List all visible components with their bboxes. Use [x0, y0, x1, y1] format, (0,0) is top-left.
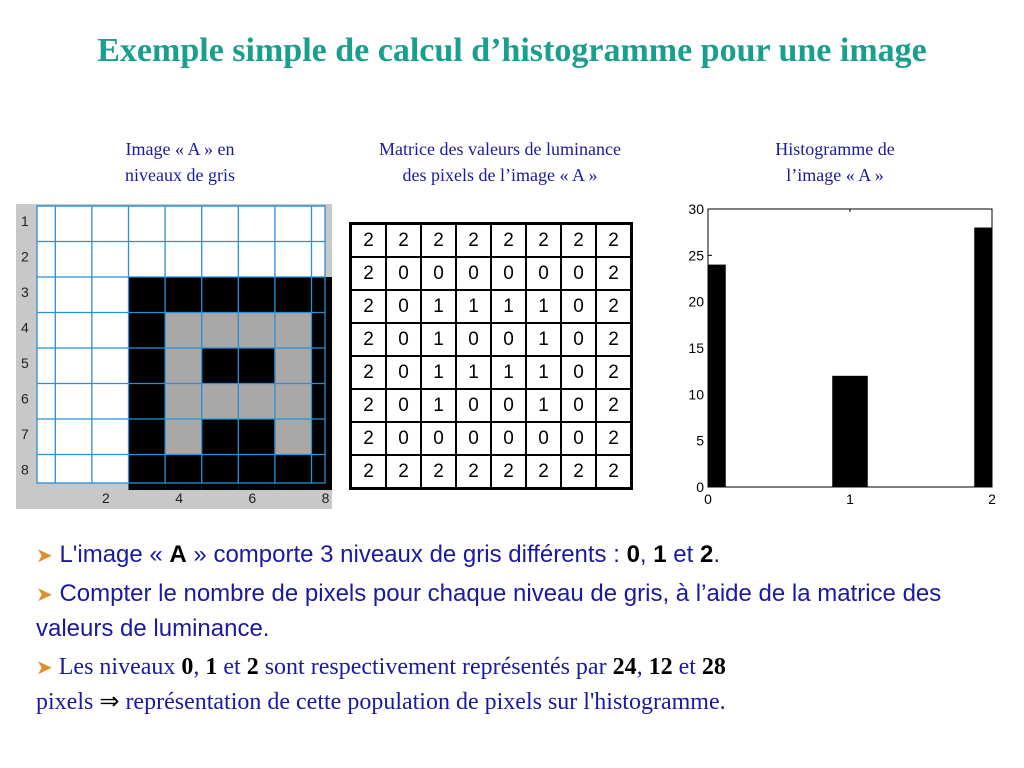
matrix-cell: 0 — [561, 323, 596, 356]
matrix-cell: 1 — [526, 389, 561, 422]
caption-histogram — [730, 136, 940, 188]
y-tick-label: 20 — [688, 293, 704, 310]
matrix-cell: 2 — [351, 455, 387, 489]
bullet-3-text-mid: sont respectivement représentés par — [258, 654, 613, 680]
caption-matrix-line2: des pixels de l’image « A » — [402, 165, 598, 185]
bullet-3-sep: et — [672, 654, 702, 680]
matrix-cell: 0 — [386, 356, 421, 389]
x-tick-label: 6 — [248, 490, 257, 506]
bullet-3-line2: pixels — [36, 689, 100, 715]
matrix-cell: 0 — [386, 422, 421, 455]
matrix-row — [351, 290, 632, 323]
matrix-cell: 2 — [421, 224, 456, 258]
pixel-cell — [312, 348, 333, 384]
pixel-cell — [275, 348, 312, 384]
matrix-row — [351, 224, 632, 258]
bullet-3 — [36, 650, 996, 719]
x-tick-label: 4 — [175, 490, 183, 506]
matrix-row — [351, 389, 632, 422]
pixel-cell — [238, 455, 275, 491]
matrix-cell: 0 — [491, 422, 526, 455]
matrix-cell: 2 — [456, 455, 491, 489]
matrix-cell: 2 — [351, 356, 387, 389]
matrix-cell: 0 — [561, 356, 596, 389]
pixel-cell — [312, 384, 333, 420]
slide-title: Exemple simple de calcul d’histogramme pour une image — [97, 32, 927, 69]
matrix-cell: 0 — [456, 389, 491, 422]
matrix-cell: 0 — [526, 422, 561, 455]
matrix-cell: 2 — [596, 356, 632, 389]
y-tick-label: 3 — [21, 284, 29, 300]
bullet-3-line2-end: représentation de cette population de pixels sur l'histogramme. — [119, 689, 726, 715]
matrix-cell: 1 — [421, 356, 456, 389]
pixel-cell — [275, 455, 312, 491]
y-tick-label: 10 — [688, 386, 704, 403]
bullet-2 — [36, 577, 996, 646]
caption-image-line1: Image « A » en — [125, 139, 235, 159]
matrix-cell: 0 — [491, 257, 526, 290]
pixel-cell — [202, 455, 239, 491]
bullet-1-text-mid: » comporte 3 niveaux de gris différents : — [186, 541, 627, 568]
matrix-cell: 1 — [526, 356, 561, 389]
arrow-bullet-icon: ➤ — [36, 657, 53, 679]
pixel-cell — [165, 277, 202, 313]
pixel-cell — [165, 313, 202, 349]
bullet-3-sep: , — [193, 654, 206, 680]
y-tick-label: 7 — [21, 426, 29, 442]
caption-image — [90, 136, 270, 188]
pixel-cell — [165, 384, 202, 420]
matrix-cell: 0 — [421, 257, 456, 290]
matrix-cell: 1 — [421, 389, 456, 422]
bullet-1-letter: A — [169, 541, 187, 568]
matrix-cell: 2 — [596, 389, 632, 422]
caption-matrix — [320, 136, 680, 188]
matrix-cell: 2 — [526, 224, 561, 258]
histogram-svg — [682, 196, 1002, 512]
y-tick-label: 6 — [21, 390, 29, 407]
matrix-cell: 2 — [596, 323, 632, 356]
matrix-cell: 2 — [351, 290, 387, 323]
pixel-cell — [312, 419, 333, 455]
matrix-cell: 2 — [561, 224, 596, 258]
matrix-cell: 2 — [596, 224, 632, 258]
matrix-cell: 2 — [386, 455, 421, 489]
bullet-1-text: L'image « — [59, 541, 170, 568]
pixel-cell — [165, 419, 202, 455]
bullet-3-sep: et — [217, 654, 247, 680]
matrix-cell: 1 — [421, 290, 456, 323]
matrix-cell: 0 — [456, 257, 491, 290]
implies-icon: ⇒ — [99, 689, 120, 715]
matrix-cell: 0 — [561, 257, 596, 290]
pixel-cell — [165, 455, 202, 491]
matrix-cell: 1 — [526, 323, 561, 356]
pixel-cell — [275, 277, 312, 313]
y-tick-label: 2 — [21, 248, 29, 265]
matrix-cell: 2 — [351, 257, 387, 290]
matrix-cell: 0 — [491, 323, 526, 356]
pixel-cell — [129, 313, 166, 349]
bullet-1 — [36, 538, 996, 573]
matrix-cell: 2 — [421, 455, 456, 489]
arrow-bullet-icon: ➤ — [36, 545, 53, 567]
pixel-cell — [275, 419, 312, 455]
matrix-row — [351, 323, 632, 356]
matrix-cell: 0 — [526, 257, 561, 290]
x-tick-label: 0 — [704, 491, 712, 507]
matrix-cell: 0 — [561, 389, 596, 422]
matrix-cell: 1 — [491, 356, 526, 389]
pixel-cell — [238, 348, 275, 384]
matrix-cell: 2 — [526, 455, 561, 489]
x-tick-label: 2 — [102, 490, 110, 506]
matrix-cell: 0 — [386, 323, 421, 356]
bullet-2-text: Compter le nombre de pixels pour chaque niveau de gris, à l’aide de la matrice des valeurs de luminance. — [36, 580, 942, 642]
bullet-list — [36, 538, 996, 719]
bullet-3-text: Les niveaux — [58, 654, 182, 680]
bullet-1-sep: et — [666, 541, 700, 568]
pixel-cell — [312, 313, 333, 349]
y-tick-label: 1 — [21, 213, 29, 229]
matrix-cell: 0 — [491, 389, 526, 422]
y-tick-label: 15 — [688, 340, 704, 356]
matrix-cell: 0 — [421, 422, 456, 455]
pixel-cell — [238, 313, 275, 349]
pixel-cell — [275, 384, 312, 420]
pixel-cell — [312, 455, 333, 491]
pixel-cell — [202, 313, 239, 349]
pixel-cell — [129, 384, 166, 420]
histogram-bar — [974, 228, 992, 487]
matrix-cell: 2 — [596, 290, 632, 323]
bullet-3-count-2: 28 — [701, 654, 726, 680]
x-tick-label: 8 — [321, 490, 330, 506]
pixel-cell — [202, 277, 239, 313]
bullet-1-sep: , — [639, 541, 654, 568]
matrix-cell: 1 — [421, 323, 456, 356]
histogram-figure — [682, 196, 1002, 512]
x-tick-label: 1 — [846, 491, 854, 507]
y-tick-label: 4 — [21, 319, 29, 336]
matrix-cell: 2 — [386, 224, 421, 258]
matrix-cell: 2 — [491, 224, 526, 258]
matrix-cell: 0 — [386, 389, 421, 422]
pixel-cell — [238, 384, 275, 420]
matrix-cell: 1 — [456, 356, 491, 389]
pixel-cell — [129, 348, 166, 384]
matrix-cell: 2 — [596, 257, 632, 290]
bullet-3-level-2: 2 — [246, 654, 259, 680]
matrix-cell: 0 — [561, 422, 596, 455]
y-tick-label: 8 — [21, 461, 29, 478]
histogram-bar — [708, 265, 726, 487]
caption-histogram-line1: Histogramme de — [775, 139, 895, 159]
pixel-cell — [202, 384, 239, 420]
matrix-cell: 2 — [561, 455, 596, 489]
bullet-3-count-0: 24 — [612, 654, 637, 680]
bullet-1-level-0: 0 — [626, 541, 640, 568]
pixel-cell — [312, 277, 333, 313]
histogram-bar — [832, 376, 868, 487]
pixel-image-svg — [16, 204, 332, 509]
caption-histogram-line2: l’image « A » — [786, 165, 884, 185]
matrix-cell: 2 — [351, 422, 387, 455]
matrix-cell: 2 — [491, 455, 526, 489]
matrix-row — [351, 455, 632, 489]
y-tick-label: 5 — [21, 355, 29, 371]
pixel-cell — [275, 313, 312, 349]
matrix-cell: 2 — [596, 422, 632, 455]
matrix-cell: 1 — [491, 290, 526, 323]
pixel-cell — [238, 277, 275, 313]
pixel-cell — [202, 348, 239, 384]
matrix-row — [351, 356, 632, 389]
pixel-cell — [129, 277, 166, 313]
matrix-cell: 0 — [456, 323, 491, 356]
pixel-cell — [202, 419, 239, 455]
matrix-cell: 2 — [596, 455, 632, 489]
matrix-row — [351, 422, 632, 455]
y-tick-label: 5 — [696, 432, 704, 449]
matrix-cell: 0 — [386, 290, 421, 323]
y-tick-label: 30 — [688, 201, 704, 217]
matrix-cell: 2 — [351, 323, 387, 356]
matrix-cell: 0 — [456, 422, 491, 455]
bullet-1-end: . — [713, 541, 721, 568]
matrix-cell: 1 — [456, 290, 491, 323]
luminance-matrix — [349, 222, 633, 490]
bullet-3-sep: , — [636, 654, 649, 680]
pixel-cell — [165, 348, 202, 384]
pixel-cell — [238, 419, 275, 455]
bullet-3-count-1: 12 — [648, 654, 673, 680]
matrix-cell: 2 — [351, 224, 387, 258]
pixel-cell — [129, 455, 166, 491]
matrix-cell: 1 — [526, 290, 561, 323]
caption-image-line2: niveaux de gris — [125, 165, 235, 185]
bullet-1-level-2: 2 — [699, 541, 714, 568]
arrow-bullet-icon: ➤ — [36, 584, 53, 606]
bullet-3-level-0: 0 — [181, 654, 194, 680]
x-tick-label: 2 — [988, 491, 996, 507]
y-tick-label: 25 — [688, 247, 704, 264]
matrix-cell: 0 — [386, 257, 421, 290]
pixel-cell — [129, 419, 166, 455]
pixel-image-figure — [16, 204, 332, 509]
bullet-3-level-1: 1 — [205, 654, 218, 680]
caption-matrix-line1: Matrice des valeurs de luminance — [379, 139, 621, 159]
matrix-cell: 2 — [456, 224, 491, 258]
bullet-1-level-1: 1 — [653, 541, 667, 568]
matrix-cell: 0 — [561, 290, 596, 323]
matrix-cell: 2 — [351, 389, 387, 422]
matrix-row — [351, 257, 632, 290]
y-tick-label: 0 — [696, 479, 704, 495]
